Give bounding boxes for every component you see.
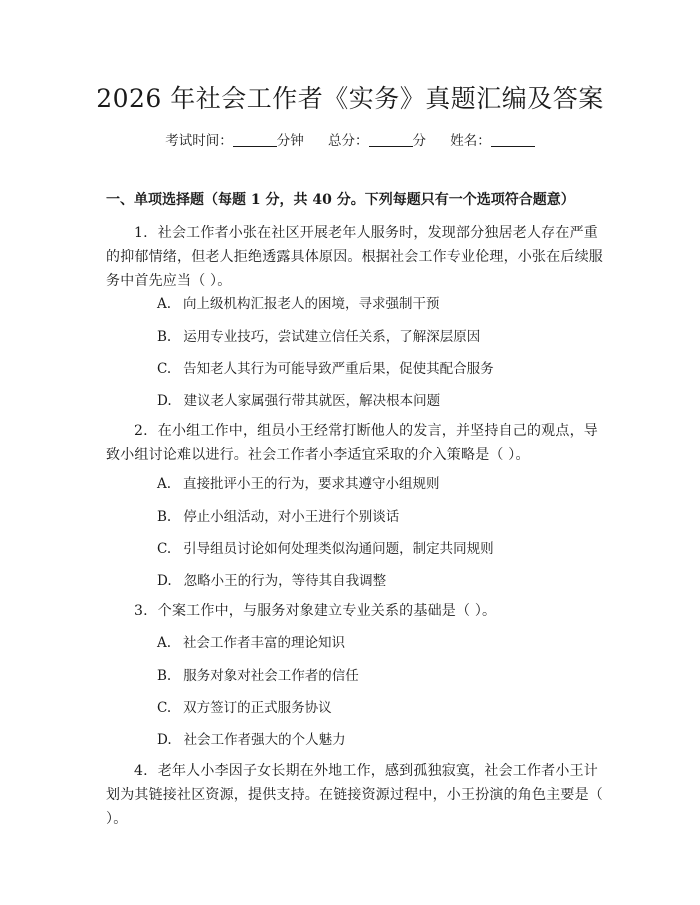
- option-text: 运用专业技巧，尝试建立信任关系，了解深层原因: [183, 329, 481, 345]
- option-2b: [157, 507, 399, 527]
- option-text: 服务对象对社会工作者的信任: [183, 668, 359, 684]
- option-3c: [157, 698, 332, 718]
- option-letter: D.: [157, 393, 172, 409]
- option-letter: C.: [157, 700, 172, 716]
- option-1a: [157, 294, 440, 314]
- exam-score-label: 总分：: [328, 133, 369, 149]
- option-letter: D.: [157, 573, 172, 589]
- option-3b: [157, 666, 359, 686]
- option-text: 引导组员讨论如何处理类似沟通问题，制定共同规则: [183, 541, 494, 557]
- option-letter: A.: [157, 296, 172, 312]
- option-letter: B.: [157, 509, 172, 525]
- option-letter: B.: [157, 329, 172, 345]
- option-text: 直接批评小王的行为，要求其遵守小组规则: [183, 476, 440, 492]
- option-2c: [157, 539, 494, 559]
- option-text: 双方签订的正式服务协议: [183, 700, 332, 716]
- exam-name-blank: [491, 132, 535, 147]
- exam-time-label: 考试时间：: [165, 133, 233, 149]
- exam-name-label: 姓名：: [450, 133, 491, 149]
- question-number: 2.: [134, 423, 148, 439]
- question-number: 3.: [134, 603, 148, 619]
- exam-name: [450, 133, 535, 149]
- option-text: 社会工作者丰富的理论知识: [183, 635, 346, 651]
- question-1: [106, 221, 610, 293]
- option-letter: C.: [157, 541, 172, 557]
- option-text: 告知老人其行为可能导致严重后果，促使其配合服务: [183, 361, 494, 377]
- exam-time: [165, 133, 304, 149]
- question-number: 1.: [134, 225, 148, 241]
- exam-time-blank: [233, 132, 277, 147]
- question-text: 社会工作者小张在社区开展老年人服务时，发现部分独居老人存在严重的抑郁情绪，但老人拒绝透露具体原因。根据社会工作专业伦理，小张在后续服务中首先应当（ ）。: [106, 225, 603, 289]
- option-1b: [157, 327, 480, 347]
- question-2: [106, 419, 610, 467]
- option-letter: D.: [157, 732, 172, 748]
- option-letter: B.: [157, 668, 172, 684]
- option-text: 忽略小王的行为，等待其自我调整: [183, 573, 387, 589]
- question-text: 个案工作中，与服务对象建立专业关系的基础是（ ）。: [157, 603, 497, 619]
- section-heading: 一、单项选择题（每题 1 分，共 40 分。下列每题只有一个选项符合题意）: [106, 192, 575, 208]
- question-number: 4.: [134, 763, 148, 779]
- exam-meta: [0, 131, 700, 151]
- option-text: 向上级机构汇报老人的困境，寻求强制干预: [183, 296, 440, 312]
- option-letter: A.: [157, 635, 172, 651]
- option-text: 停止小组活动，对小王进行个别谈话: [183, 509, 400, 525]
- option-2d: [157, 571, 386, 591]
- option-3a: [157, 633, 345, 653]
- option-1c: [157, 359, 494, 379]
- question-text: 在小组工作中，组员小王经常打断他人的发言，并坚持自己的观点，导致小组讨论难以进行。社会工作者小李适宜采取的介入策略是（ ）。: [106, 423, 598, 463]
- option-1d: [157, 391, 440, 411]
- option-3d: [157, 730, 346, 750]
- question-text: 老年人小李因子女长期在外地工作，感到孤独寂寞，社会工作者小王计划为其链接社区资源，提供支持。在链接资源过程中，小王扮演的角色主要是（ ）。: [106, 763, 603, 827]
- option-2a: [157, 474, 440, 494]
- option-text: 建议老人家属强行带其就医，解决根本问题: [183, 393, 441, 409]
- option-letter: A.: [157, 476, 172, 492]
- exam-time-unit: 分钟: [276, 133, 304, 149]
- option-text: 社会工作者强大的个人魅力: [183, 732, 346, 748]
- page-title: 2026 年社会工作者《实务》真题汇编及答案: [96, 84, 604, 113]
- question-3: [106, 599, 610, 623]
- question-4: [106, 759, 610, 831]
- exam-score-blank: [369, 132, 413, 147]
- exam-score: [328, 133, 426, 149]
- option-letter: C.: [157, 361, 172, 377]
- exam-score-unit: 分: [412, 133, 426, 149]
